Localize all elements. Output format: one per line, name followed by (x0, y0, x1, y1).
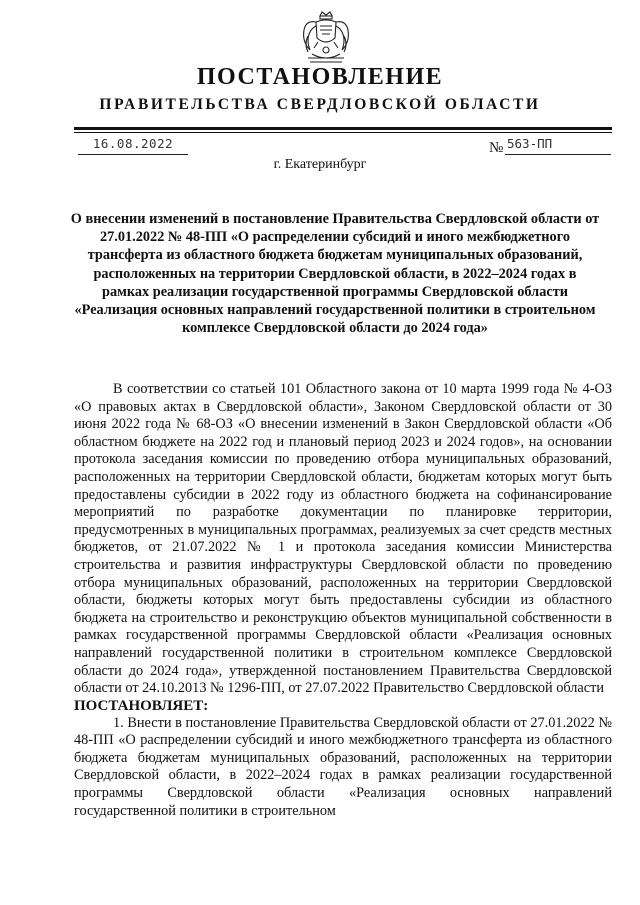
issuing-authority: ПРАВИТЕЛЬСТВА СВЕРДЛОВСКОЙ ОБЛАСТИ (99, 96, 541, 113)
city-line: г. Екатеринбург (273, 157, 367, 172)
header-divider-thin (74, 132, 612, 133)
document-title: ПОСТАНОВЛЕНИЕ (196, 64, 444, 90)
date-underline (78, 154, 188, 155)
preamble-paragraph: В соответствии со статьей 101 Областного закона от 10 марта 1999 года № 4-ОЗ «О правовых актах в Свердловской области», Законом Свердловской области от 30 июня 2022 года № 68-ОЗ «О внесении изменений в Закон Свердловской области «Об областном бюджете на 2022 год и плановый период 2023 и 2024 годов», на основании протокола заседания комиссии по проведению отбора муниципальных образований, расположенных на территории Свердловской области, бюджетам которых могут быть предоставлены субсидии в 2022 году из областного бюджета на софинансирование мероприятий по разработке документации по планировке территории, предусмотренных в муниципальных программах, реализуемых за счет средств местных бюджетов, от 21.07.2022 № 1 и протокола заседания комиссии Министерства строительства и развития инфраструктуры Свердловской области по проведению отбора муниципальных образований, расположенных на территории Свердловской области, бюджеты которых могут быть предоставлены субсидии из областного бюджета на строительство и реконструкцию объектов муниципальной собственности в рамках государственной программы Свердловской области «Реализация основных направлений государственной политики в строительном комплексе Свердловской области до 2024 года», утвержденной постановлением Правительства Свердловской области от 24.10.2013 № 1296-ПП, от 27.07.2022 Правительство Свердловской области (74, 381, 612, 697)
item-1-paragraph: 1. Внести в постановление Правительства Свердловской области от 27.01.2022 № 48-ПП «О распределении субсидий и иного межбюджетного трансферта из областного бюджета бюджетам муниципальных образований, расположенных на территории Свердловской области, в 2022–2024 годах в рамках реализации государственной программы Свердловской области «Реализация основных направлений государственной политики в строительном (74, 714, 612, 819)
number-label: № (489, 140, 504, 156)
document-date: 16.08.2022 (92, 136, 174, 151)
document-heading: О внесении изменений в постановление Правительства Свердловской области от 27.01.2022 № 48-ПП «О распределении субсидий и иного межбюджетного трансферта из областного бюджета бюджетам муниципальных образований, расположенных на территории Свердловской области, в 2022–2024 годах в рамках реализации государственной программы Свердловской области «Реализация основных направлений государственной политики в строительном комплексе Свердловской области до 2024 года» (70, 211, 600, 337)
header-divider-thick (74, 127, 612, 130)
number-underline (505, 154, 611, 155)
document-number: 563-ПП (507, 136, 553, 151)
document-body (74, 381, 612, 820)
sverdlovsk-coat-of-arms-icon (298, 10, 354, 68)
decree-word: ПОСТАНОВЛЯЕТ: (74, 697, 209, 714)
